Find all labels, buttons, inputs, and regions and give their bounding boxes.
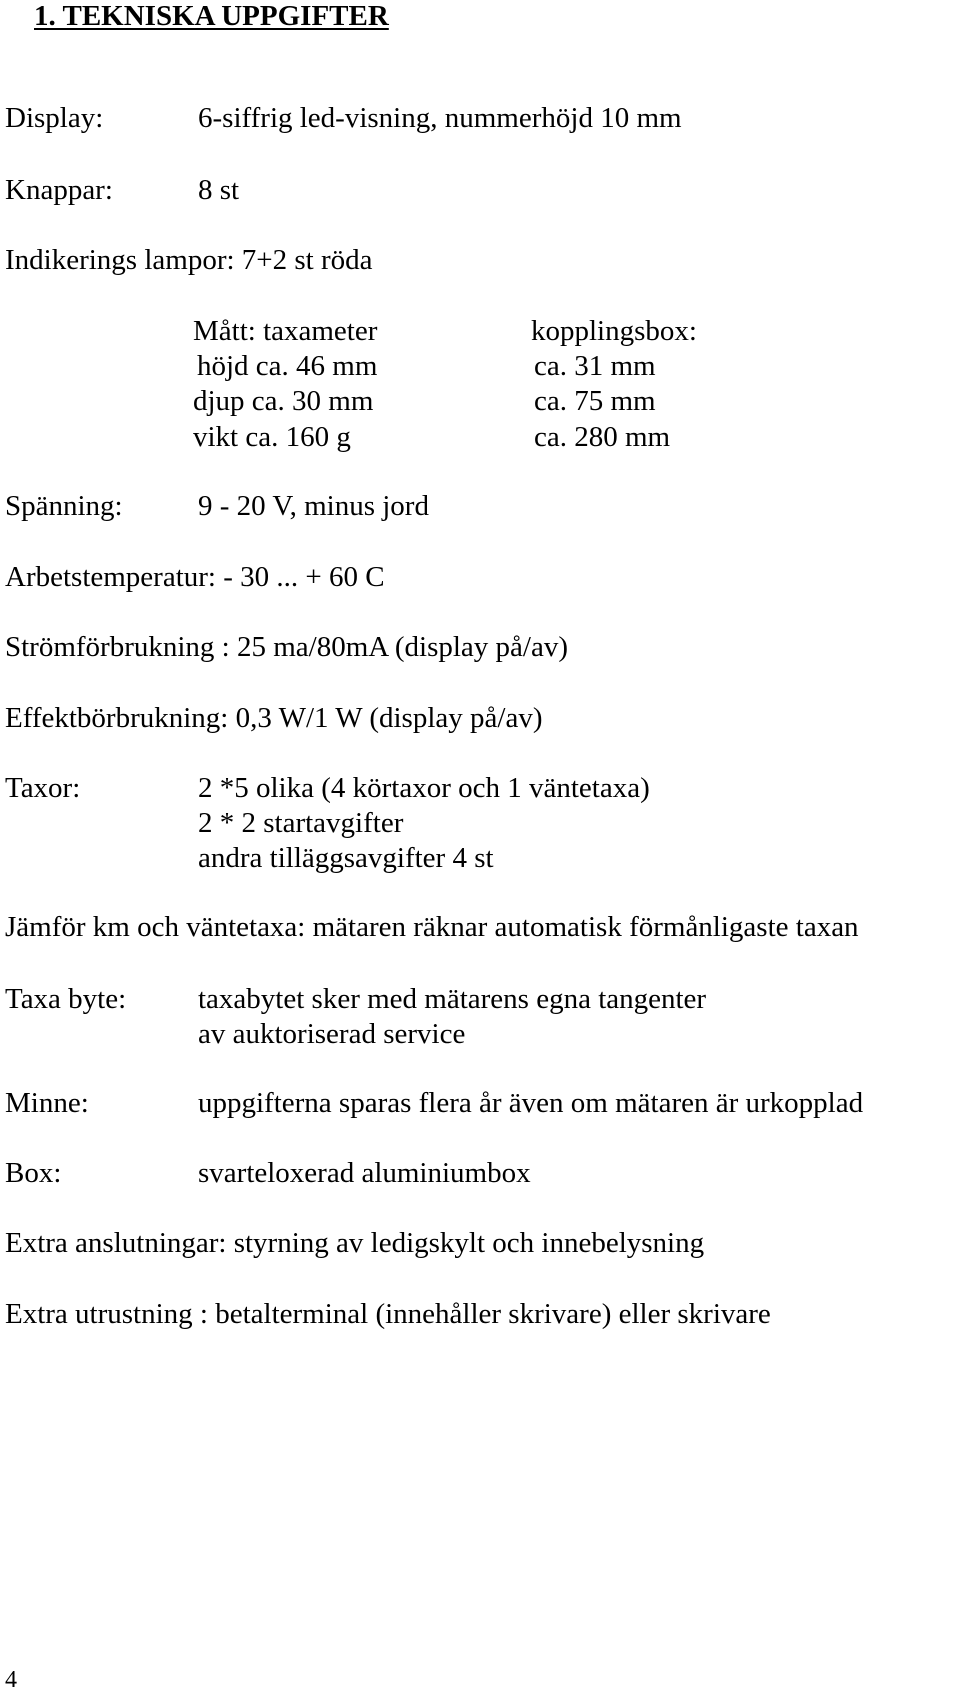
- spanning-value: 9 - 20 V, minus jord: [198, 490, 429, 522]
- knappar-value: 8 st: [198, 174, 240, 206]
- taxor-line: 2 * 2 startavgifter: [198, 807, 404, 839]
- jamfor-line: Jämför km och väntetaxa: mätaren räknar automatisk förmånligaste taxan: [5, 911, 859, 943]
- taxor-line: 2 *5 olika (4 körtaxor och 1 väntetaxa): [198, 772, 650, 804]
- section-heading: 1. TEKNISKA UPPGIFTER: [34, 0, 389, 32]
- matt-left-line: höjd ca. 46 mm: [197, 350, 378, 382]
- spanning-label: Spänning:: [5, 490, 123, 522]
- box-value: svarteloxerad aluminiumbox: [198, 1157, 531, 1189]
- taxor-label: Taxor:: [5, 772, 81, 804]
- indikering-line: Indikerings lampor: 7+2 st röda: [5, 244, 373, 276]
- matt-left-line: Mått: taxameter: [193, 315, 378, 347]
- effekt-line: Effektbörbrukning: 0,3 W/1 W (display på/av): [5, 702, 543, 734]
- matt-right-line: ca. 280 mm: [534, 421, 671, 453]
- minne-label: Minne:: [5, 1087, 89, 1119]
- extra-utrustning-line: Extra utrustning : betalterminal (innehåller skrivare) eller skrivare: [5, 1298, 771, 1330]
- arbetstemperatur-line: Arbetstemperatur: - 30 ... + 60 C: [5, 561, 385, 593]
- knappar-label: Knappar:: [5, 174, 113, 206]
- matt-right-line: ca. 75 mm: [534, 385, 656, 417]
- taxa-byte-line: taxabytet sker med mätarens egna tangenter: [198, 983, 707, 1015]
- taxor-line: andra tilläggsavgifter 4 st: [198, 842, 494, 874]
- taxa-byte-line: av auktoriserad service: [198, 1018, 466, 1050]
- stromforbrukning-line: Strömförbrukning : 25 ma/80mA (display på/av): [5, 631, 569, 663]
- matt-right-line: ca. 31 mm: [534, 350, 656, 382]
- taxa-byte-label: Taxa byte:: [5, 983, 127, 1015]
- display-label: Display:: [5, 102, 104, 134]
- matt-left-line: vikt ca. 160 g: [193, 421, 351, 453]
- matt-right-line: kopplingsbox:: [531, 315, 697, 347]
- box-label: Box:: [5, 1157, 62, 1189]
- extra-anslutningar-line: Extra anslutningar: styrning av ledigskylt och innebelysning: [5, 1227, 705, 1259]
- minne-value: uppgifterna sparas flera år även om mätaren är urkopplad: [198, 1087, 864, 1119]
- page-number: 4: [5, 1667, 17, 1693]
- display-value: 6-siffrig led-visning, nummerhöjd 10 mm: [198, 102, 682, 134]
- matt-left-line: djup ca. 30 mm: [193, 385, 374, 417]
